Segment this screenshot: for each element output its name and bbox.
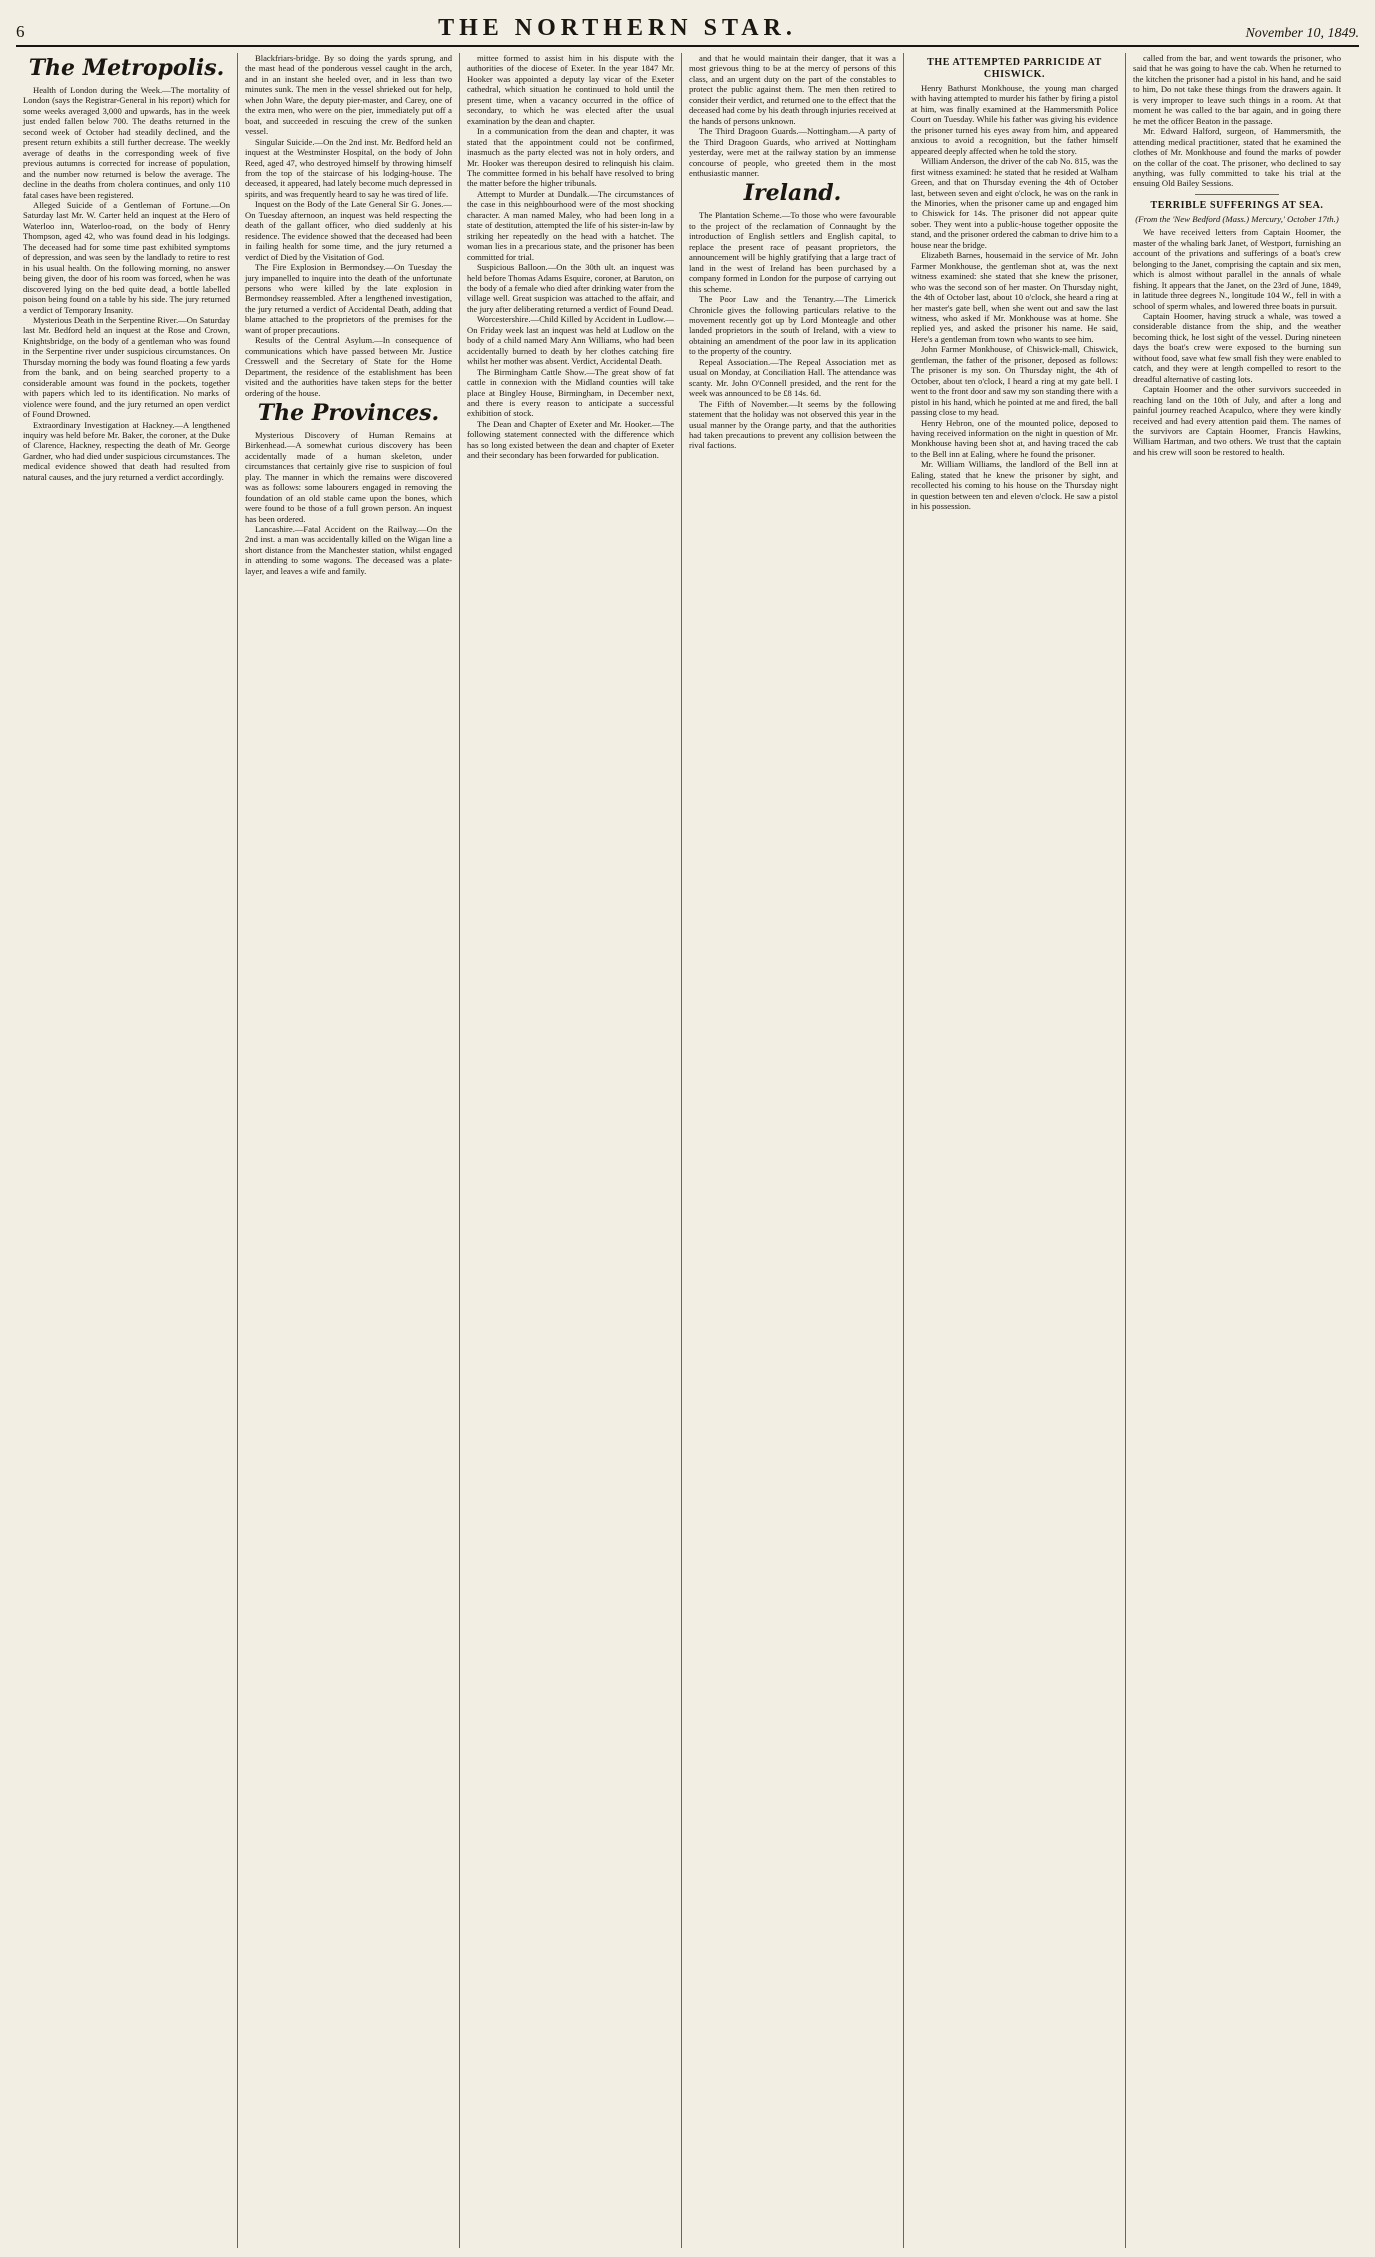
- column-1: [16, 53, 238, 2248]
- article-paragraph: The Dean and Chapter of Exeter and Mr. Hooker.—The following statement connected with the difference which has so long existed between the dean and chapter of Exeter and their secondary has been forwarded for publication.: [467, 418, 674, 461]
- article-paragraph: and that he would maintain their danger, that it was a most grievous thing to be at the mercy of persons of this class, and an urgent duty on the part of the constables to protect the public against them. The men then retired to consider their verdict, and returned one to the effect that the deceased had come by his death through injuries received at the hands of persons unknown.: [689, 53, 896, 126]
- article-paragraph: Mr. William Williams, the landlord of the Bell inn at Ealing, stated that he knew the prisoner by sight, and recollected his coming to his house on the Thursday night in question between ten and eleven o'clock. He saw a pistol in his possession.: [911, 459, 1118, 512]
- article-paragraph: Lancashire.—Fatal Accident on the Railway.—On the 2nd inst. a man was accidentally killed on the Wigan line a short distance from the Manchester station, whilst engaged in attending to some wagons. The deceased was a plate-layer, and leaves a wife and family.: [245, 524, 452, 576]
- article-paragraph: Singular Suicide.—On the 2nd inst. Mr. Bedford held an inquest at the Westminster Hospital, on the body of John Reed, aged 47, who destroyed himself by throwing himself from the top of the staircase of his lodging-house. The deceased, it appeared, had lately become much depressed in spirits, and was frequently heard to say he was tired of life.: [245, 136, 452, 199]
- issue-date: November 10, 1849.: [1245, 26, 1359, 41]
- column-2: [238, 53, 460, 2248]
- page-number: 6: [16, 22, 25, 41]
- article-paragraph: called from the bar, and went towards the prisoner, who said that he was going to have the cab. When he returned to the kitchen the prisoner had a pistol in his hand, and he said to him, Do not take these things from the drawers again. It is very improper to leave such things in a room. At that moment he was called to the bar again, and in going there he met the officer Beaton in the passage.: [1133, 53, 1341, 126]
- column-5: [904, 53, 1126, 2248]
- section-head-provinces: The Provinces.: [257, 399, 440, 426]
- article-paragraph: Henry Hebron, one of the mounted police, deposed to having received information on the night in question of Mr. Monkhouse having been shot at, and having traced the cab to the Bell inn at Ealing, where he found the prisoner.: [911, 417, 1118, 459]
- paper-title: THE NORTHERN STAR.: [438, 15, 797, 41]
- column-4: [682, 53, 904, 2248]
- column-3: [460, 53, 682, 2248]
- article-paragraph: The Birmingham Cattle Show.—The great show of fat cattle in connexion with the Midland counties will take place at Bingley House, Birmingham, in December next, and there is every reason to anticipate a successful exhibition of stock.: [467, 366, 674, 419]
- article-paragraph: Extraordinary Investigation at Hackney.—A lengthened inquiry was held before Mr. Baker, the coroner, at the Duke of Clarence, Hackney, respecting the death of Mr. George Gardner, who had died under suspicious circumstances. The medical evidence showed that death had resulted from natural causes, and the jury returned a verdict accordingly.: [23, 419, 230, 482]
- headline-sufferings-at-sea: TERRIBLE SUFFERINGS AT SEA.: [1150, 199, 1324, 211]
- article-paragraph: mittee formed to assist him in his dispute with the authorities of the diocese of Exeter. In the year 1847 Mr. Hooker was appointed a deputy lay vicar of the Exeter cathedral, which situation he continued to hold until the present time, when a vacancy occurred in the office of secondary, to which he was elected after the usual examination by the dean and chapter.: [467, 53, 674, 126]
- masthead: [16, 10, 1359, 47]
- article-paragraph: Mr. Edward Halford, surgeon, of Hammersmith, the attending medical practitioner, stated that he examined the clothes of Mr. Monkhouse and found the marks of powder on the collar of the coat. The prisoner, who declined to say anything, was fully committed to take his trial at the ensuing Old Bailey Sessions.: [1133, 126, 1341, 189]
- column-grid: [16, 53, 1359, 2248]
- headline-parricide: THE ATTEMPTED PARRICIDE AT CHISWICK.: [927, 57, 1102, 80]
- divider-rule: [1195, 194, 1278, 195]
- article-paragraph: Worcestershire.—Child Killed by Accident in Ludlow.—On Friday week last an inquest was held at Ludlow on the body of a child named Mary Ann Williams, who had been accidentally burned to death by her clothes catching fire whilst her mother was absent. Verdict, Accidental Death.: [467, 314, 674, 367]
- section-head-metropolis: The Metropolis.: [28, 55, 225, 81]
- article-paragraph: John Farmer Monkhouse, of Chiswick-mall, Chiswick, gentleman, the father of the prisoner, deposed as follows: The prisoner is my son. On Thursday night, the 4th of October, about ten o'clock, I heard a ring at my gate bell. I went to the front door and saw my son standing there with a pistol in his hand, which he pointed at me and fired, the ball passing close to my head.: [911, 344, 1118, 418]
- article-paragraph: Results of the Central Asylum.—In consequence of communications which have passed between Mr. Justice Cresswell and the Secretary of State for the Home Department, the residence of the establishment has been visited and the authorities have taken steps for the better ordering of the house.: [245, 335, 452, 398]
- article-paragraph: Inquest on the Body of the Late General Sir G. Jones.—On Tuesday afternoon, an inquest was held respecting the death of the gallant officer, who died suddenly at his residence. The evidence showed that the deceased had been in failing health for some time, and the jury returned a verdict of Died by the Visitation of God.: [245, 199, 452, 262]
- article-paragraph: Blackfriars-bridge. By so doing the yards sprung, and the mast head of the ponderous vessel caught in the arch, and in an instant she heeled over, and in less than two minutes sunk. The men in the vessel shrieked out for help, when John Ware, the deputy pier-master, and Carey, one of the extra men, who were on the pier, immediately put off a boat, and succeeded in rescuing the crew of the sunken vessel.: [245, 53, 452, 137]
- article-paragraph: In a communication from the dean and chapter, it was stated that the appointment could not be confirmed, inasmuch as the party elected was not in holy orders, and Mr. Hooker was thereupon desired to relinquish his claim. The committee formed in his behalf have resolved to bring the matter before the higher tribunals.: [467, 126, 674, 189]
- section-head-ireland: Ireland.: [743, 180, 842, 207]
- article-paragraph: Mysterious Death in the Serpentine River.—On Saturday last Mr. Bedford held an inquest at the Rose and Crown, Knightsbridge, on the body of a gentleman who was found in the Serpentine river under suspicious circumstances. On Thursday morning the body was found floating a few yards from the bank, and on being searched property to a considerable amount was found in the pockets, together with papers which led to its identification. No marks of violence were found, and the jury returned an open verdict of Found Drowned.: [23, 314, 230, 420]
- article-paragraph: Captain Hoomer, having struck a whale, was towed a considerable distance from the ship, and the weather becoming thick, he lost sight of the vessel. During nineteen days the boat's crew were exposed to the burning sun without food, save what few small fish they were enabled to catch, and they were at length compelled to resort to the dreadful alternative of casting lots.: [1133, 310, 1341, 384]
- article-paragraph: Captain Hoomer and the other survivors succeeded in reaching land on the 10th of July, and after a long and painful journey reached Acapulco, where they were kindly received and had every attention paid them. The names of the survivors are Captain Hoomer, Francis Hawkins, William Hartman, and two others. We trust that the captain and his crew will soon be restored to health.: [1133, 384, 1341, 457]
- dateline: (From the 'New Bedford (Mass.) Mercury,' October 17th.): [1135, 213, 1339, 224]
- article-paragraph: Health of London during the Week.—The mortality of London (says the Registrar-General in his report) which for some weeks averaged 3,000 and upwards, has in the week just ended fallen below 700. The deaths returned in the second week of October had steadily declined, and the present return exhibits a still further decrease. The weekly average of deaths in the corresponding week of five previous autumns is corrected for increase of population, and the number now returned is below the average. The decline in the deaths from cholera continues, and only 110 fatal cases have been registered.: [23, 85, 230, 200]
- column-6: [1126, 53, 1348, 2248]
- article-paragraph: Repeal Association.—The Repeal Association met as usual on Monday, at Conciliation Hall. The attendance was scanty. Mr. John O'Connell presided, and the rent for the week was announced to be £8 14s. 6d.: [689, 356, 896, 399]
- article-paragraph: Elizabeth Barnes, housemaid in the service of Mr. John Farmer Monkhouse, the gentleman shot at, was the next witness examined: she stated that she knew the prisoner, who was the second son of her master. On Thursday night, the 4th of October last, about 10 o'clock, she heard a ring at her master's gate bell, when she went out and saw the last witness, who asked if Mr. Monkhouse was at home. She replied yes, and asked the prisoner his name. He said, Here's a gentleman from town who wants to see him.: [911, 250, 1118, 344]
- article-paragraph: Suspicious Balloon.—On the 30th ult. an inquest was held before Thomas Adams Esquire, coroner, at Baruton, on the body of a female who died after drinking water from the village well. Great suspicion was attached to the affair, and the jury after deliberating returned a verdict of Found Dead.: [467, 262, 674, 314]
- article-paragraph: Mysterious Discovery of Human Remains at Birkenhead.—A somewhat curious discovery has been accidentally made of a human skeleton, under circumstances that certainly give rise to suspicion of foul play. The manner in which the remains were discovered was as follows: some labourers engaged in removing the foundation of an old stable came upon the bones, which were found to be those of a full grown person. An inquest has been ordered.: [245, 429, 452, 524]
- article-paragraph: The Fifth of November.—It seems by the following statement that the holiday was not observed this year in the usual manner by the Orange party, and that the authorities had taken precautions to prevent any collision between the rival factions.: [689, 398, 896, 451]
- article-paragraph: The Third Dragoon Guards.—Nottingham.—A party of the Third Dragoon Guards, who arrived at Nottingham yesterday, were met at the railway station by an immense concourse of people, who greeted them in the most enthusiastic manner.: [689, 126, 896, 178]
- article-paragraph: William Anderson, the driver of the cab No. 815, was the first witness examined: he stated that he resided at Walham Green, and that on Thursday evening the 4th of October last, between seven and eight o'clock, he was on the rank in the Minories, when the prisoner came up and engaged him to Chiswick for 14s. The prisoner did not appear quite sober. They went into a public-house together opposite the stand, and the prisoner ordered the cabman to drive him to a house near the bridge.: [911, 156, 1118, 250]
- article-paragraph: We have received letters from Captain Hoomer, the master of the whaling bark Janet, of Westport, furnishing an account of the privations and sufferings of a boat's crew belonging to the Janet, comprising the captain and six men, which is almost without parallel in the annals of whale fishing. It appears that the Janet, on the 23rd of June, 1849, in latitude three degrees N., longitude 104 W., fell in with a school of sperm whales, and lowered three boats in pursuit.: [1133, 227, 1341, 311]
- article-paragraph: Henry Bathurst Monkhouse, the young man charged with having attempted to murder his father by firing a pistol at him, was finally examined at the Hammersmith Police Court on Tuesday. While his father was giving his evidence the prisoner turned his eyes away from him, and appeared anxious to avoid a recognition, but the father himself appeared deeply affected when he told the story.: [911, 83, 1118, 156]
- article-paragraph: The Poor Law and the Tenantry.—The Limerick Chronicle gives the following particulars relative to the movement recently got up by Lord Monteagle and other landed proprietors in the south of Ireland, with a view to obtaining an amendment of the poor law in its application to the property of the country.: [689, 294, 896, 357]
- article-paragraph: The Fire Explosion in Bermondsey.—On Tuesday the jury impanelled to inquire into the death of the unfortunate persons who were killed by the late explosion in Bermondsey reassembled. After a lengthened investigation, the jury returned a verdict of Accidental Death, adding that blame attached to the proprietors of the premises for the want of proper precautions.: [245, 262, 452, 335]
- article-paragraph: Alleged Suicide of a Gentleman of Fortune.—On Saturday last Mr. W. Carter held an inquest at the Hero of Waterloo inn, Waterloo-road, on the body of Henry Thompson, aged 42, who was found dead in his lodgings. The deceased had for some time past exhibited symptoms of depression, and was seen by the landlady to retire to rest in his usual health. On the following morning, no answer being given, the door of his room was forced, when he was discovered lying on the bed quite dead, a bottle labelled poison being found on a table by his side. The jury returned a verdict of Temporary Insanity.: [23, 199, 230, 315]
- article-paragraph: The Plantation Scheme.—To those who were favourable to the project of the reclamation of Connaught by the introduction of English settlers and English capital, to replace the present race of peasant proprietors, the announcement will be highly gratifying that a large tract of land in the west of Ireland has been purchased by a company formed in London for the purpose of carrying out this scheme.: [689, 210, 896, 294]
- article-paragraph: Attempt to Murder at Dundalk.—The circumstances of the case in this neighbourhood were of the most shocking character. A man named Maley, who had been long in a state of destitution, attempted the life of his sister-in-law by striking her repeatedly on the head with a hatchet. The woman lies in a precarious state, and the prisoner has been committed for trial.: [467, 188, 674, 262]
